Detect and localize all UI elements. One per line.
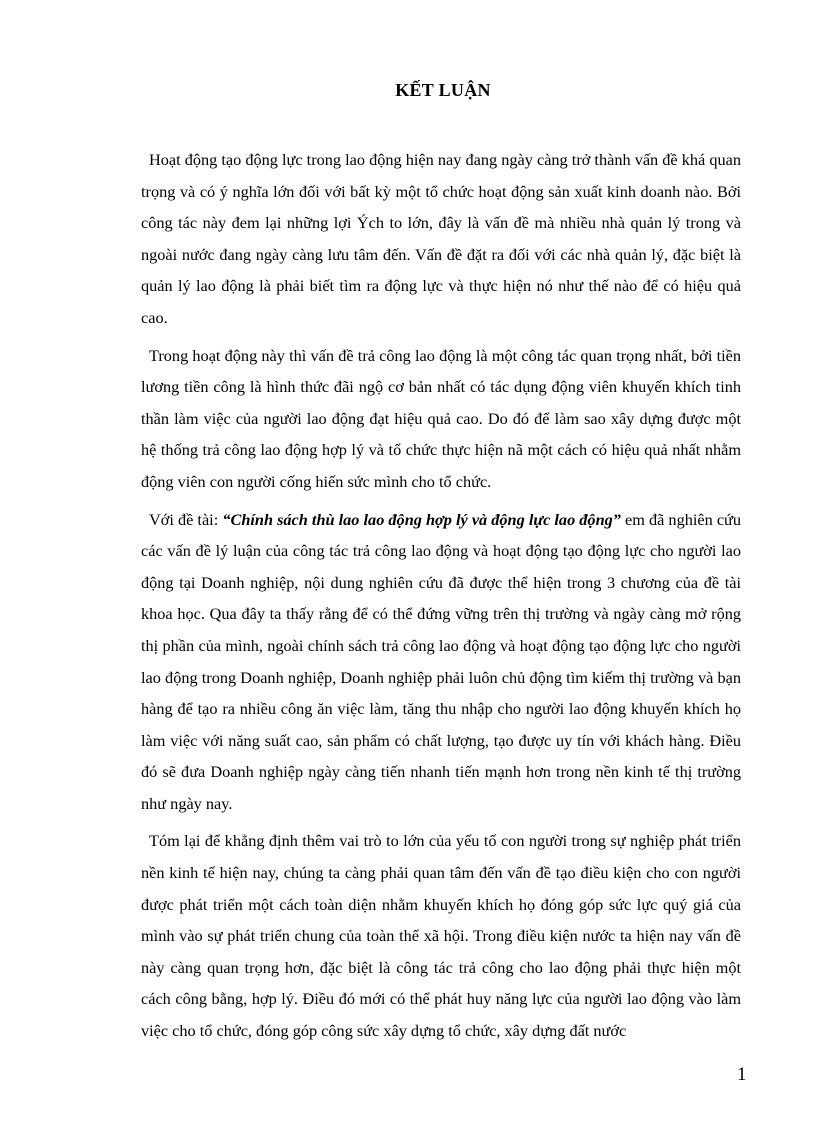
paragraph-3-prefix: Với đề tài: xyxy=(149,509,223,529)
page-number: 1 xyxy=(737,1064,747,1085)
paragraph-3-suffix: em đã nghiên cứu các vấn đề lý luận của công tác trả công lao động và hoạt động tạo động lực cho người lao động tại Doanh nghiệp, nội dung nghiên cứu đã được thể hiện trong 3 chương của đề tài khoa học. Qua đây ta thấy rằng để có thể đứng vững trên thị trường và ngày càng mở rộng thị phần của mình, ngoài chính sách trả công lao động và hoạt động tạo động lực cho người lao động trong Doanh nghiệp, Doanh nghiệp phải luôn chủ động tìm kiếm thị trường và bạn hàng để tạo ra nhiều công ăn việc làm, tăng thu nhập cho người lao động khuyến khích họ làm việc với năng suất cao, sản phẩm có chất lượng, tạo được uy tín với khách hàng. Điều đó sẽ đưa Doanh nghiệp ngày càng tiến nhanh tiến mạnh hơn trong nền kinh tế thị trường như ngày nay. xyxy=(141,509,742,813)
paragraph-1-text: Hoạt động tạo động lực trong lao động hiện nay đang ngày càng trở thành vấn đề khá quan trọng và có ý nghĩa lớn đối với bất kỳ một tổ chức hoạt động sản xuất kinh doanh nào. Bởi công tác này đem lại những lợi Ých to lớn, đây là vấn đề mà nhiều nhà quản lý trong và ngoài nước đang ngày càng lưu tâm đến. Vấn đề đặt ra đối với các nhà quản lý, đặc biệt là quản lý lao động là phải biết tìm ra động lực và thực hiện nó như thế nào để có hiệu quả cao. xyxy=(141,150,741,327)
paragraph-3-topic-title: “Chính sách thù lao lao động hợp lý và động lực lao động” xyxy=(222,509,621,529)
paragraph-4-text: Tóm lại để khẳng định thêm vai trò to lớn của yếu tố con người trong sự nghiệp phát triển nền kinh tế hiện nay, chúng ta càng phải quan tâm đến vấn đề tạo điều kiện cho con người được phát triển một cách toàn diện nhằm khuyến khích họ đóng góp sức lực quý giá của mình vào sự phát triển chung của toàn thể xã hội. Trong điều kiện nước ta hiện nay vấn đề này càng quan trọng hơn, đặc biệt là công tác trả công cho lao động phải thực hiện một cách công bằng, hợp lý. Điều đó mới có thể phát huy năng lực của người lao động vào làm việc cho tổ chức, đóng góp công sức xây dựng tổ chức, xây dựng đất nước xyxy=(141,831,741,1041)
page-title: KẾT LUẬN xyxy=(395,80,491,100)
paragraph-3 xyxy=(141,504,741,820)
paragraph-1 xyxy=(141,144,741,334)
paragraph-2 xyxy=(141,340,741,498)
paragraph-4 xyxy=(141,825,741,1046)
paragraph-2-text: Trong hoạt động này thì vấn đề trả công lao động là một công tác quan trọng nhất, bởi tiền lương tiền công là hình thức đãi ngộ cơ bản nhất có tác dụng động viên khuyến khích tinh thần làm việc của người lao động đạt hiệu quả cao. Do đó để làm sao xây dựng được một hệ thống trả công lao động hợp lý và tổ chức thực hiện nã một cách có hiệu quả nhất nhằm động viên con người cống hiến sức mình cho tổ chức. xyxy=(141,345,741,491)
document-body xyxy=(141,144,741,1053)
